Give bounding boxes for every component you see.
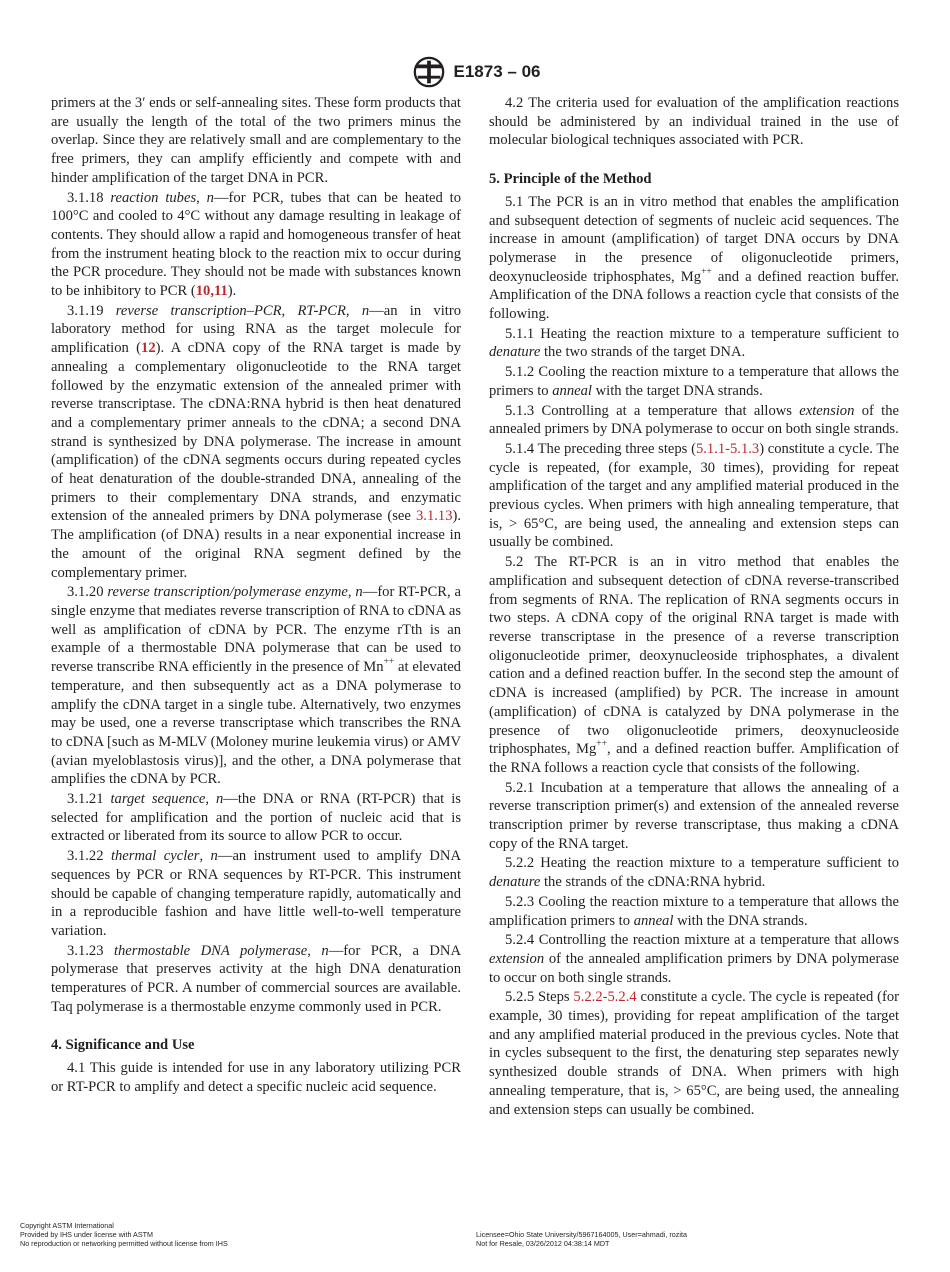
reference-link[interactable]: 10,11: [195, 283, 228, 300]
license-footer: Licensee=Ohio State University/5967164005, User=ahmadi, rozita Not for Resale, 03/26/2012 04:38:14 MDT: [476, 1230, 687, 1248]
definition-3-1-20: 3.1.20 reverse transcription/polymerase enzyme, n—for RT-PCR, a single enzyme that mediates reverse transcription of RNA to cDNA as well as amplification of cDNA by PCR. The enzyme rTth is an example of a thermostable DNA polymerase that can be used to reverse transcribe RNA efficiently in the presence of Mn++ at elevated temperature, and then subsequently act as a DNA polymerase to amplify the cDNA target in a single tube. Alternatively, two enzymes may be used, one a reverse transcriptase which transcribes the RNA to cDNA [such as M-MLV (Moloney murine leukemia virus) or AMV (avian myeloblastosis virus)], and the other, a DNA polymerase that amplifies the cDNA by PCR.: [51, 584, 462, 788]
paragraph-4-2: 4.2 The criteria used for evaluation of the amplification reactions should be administered by an individual trained in the use of molecular biological techniques associated with PCR.: [489, 95, 899, 149]
definition-3-1-18: 3.1.18 reaction tubes, n—for PCR, tubes that can be heated to 100°C and cooled to 4°C without any damage resulting in leakage of contents. They should allow a rapid and homogeneous transfer of heat from the instrument heating block to the reaction mix to occur during the PCR procedure. They should not be made with substances known to be inhibitory to PCR (10,11).: [51, 189, 461, 300]
definition-3-1-22: 3.1.22 thermal cycler, n—an instrument used to amplify DNA sequences by PCR or RNA sequences by RT-PCR. This instrument should be capable of changing temperature rapidly, automatically and in a reproducible fashion and have little well-to-well temperature variation.: [51, 848, 461, 939]
paragraph-5-2-5: 5.2.5 Steps 5.2.2-5.2.4 constitute a cycle. The cycle is repeated (for example, 30 times), providing for repeat amplification of the target and any amplified material produced in the previous cycles. Note that in cycles subsequent to the first, the denaturing step separates newly synthesized double strands of DNA. When primers with high annealing temperature, that is, > 65°C, are being used, the annealing and extension steps can usually be combined.: [489, 989, 899, 1118]
standard-designation: E1873 – 06: [453, 62, 541, 81]
paragraph-5-1-3: 5.1.3 Controlling at a temperature that allows extension of the annealed primers by DNA polymerase to occur on both single strands.: [489, 402, 899, 438]
paragraph-5-2: 5.2 The RT-PCR is an in vitro method that enables the amplification and subsequent detection of cDNA reverse-transcribed from segments of RNA. The replication of RNA segments occurs in two steps. A cDNA copy of the original RNA target is made with reverse transcriptase in the presence of a reverse transcription oligonucleotide primer, deoxynucleoside triphosphates, a divalent cation and a defined reaction buffer. In the second step the amount of cDNA is increased (amplified) by PCR. The increase in amount (amplification) of cDNA is catalyzed by DNA polymerase in the presence of two oligonucleotide primers, deoxynucleoside triphosphates, Mg++, and a defined reaction buffer. Amplification of the RNA follows a reaction cycle that consists of the following.: [489, 554, 899, 776]
continuation-paragraph: primers at the 3′ ends or self-annealing sites. These form products that are usually the length of the total of the two primers minus the overlap. Since they are relatively small and are complementary to the free primers, they can amplify efficiently and compete with and hinder amplification of the target DNA in PCR.: [51, 95, 461, 186]
paragraph-5-2-2: 5.2.2 Heating the reaction mixture to a temperature sufficient to denature the strands of the cDNA:RNA hybrid.: [489, 855, 899, 891]
paragraph-5-2-4: 5.2.4 Controlling the reaction mixture at a temperature that allows extension of the annealed amplification primers by DNA polymerase to occur on both single strands.: [489, 932, 899, 986]
definition-3-1-19: 3.1.19 reverse transcription–PCR, RT-PCR, n—an in vitro laboratory method for using RNA as the target molecule for amplification (12). A cDNA copy of the RNA target is made by annealing a complementary oligonucleotide to the RNA target followed by the enzymatic extension of the annealed primer with reverse transcriptase. The cDNA:RNA hybrid is then heat denatured and a complementary primer anneals to the cDNA; a second DNA strand is synthesized by DNA polymerase. The increase in amount (amplification) of the cDNA segments occurs during repeated cycles of heat denaturation of the double-stranded DNA, annealing of the primers to their complementary DNA strands, and enzymatic extension of the annealed primers by DNA polymerase (see 3.1.13). The amplification (of DNA) results in a near exponential increase in the amount of the original RNA segment defined by the complementary primer.: [51, 302, 461, 581]
section-link[interactable]: 5.2.2-5.2.4: [573, 989, 637, 1006]
definition-3-1-23: 3.1.23 thermostable DNA polymerase, n—for PCR, a DNA polymerase that preserves activity at the high DNA denaturation temperatures of PCR. A number of commercial sources are available. Taq polymerase is a thermostable enzyme commonly used in PCR.: [51, 942, 462, 1015]
astm-logo-icon: [410, 55, 448, 89]
section-heading: 4. Significance and Use: [51, 1037, 195, 1054]
section-link[interactable]: 3.1.13: [416, 508, 453, 525]
page-header: [0, 54, 950, 90]
paragraph-5-2-1: 5.2.1 Incubation at a temperature that allows the annealing of a reverse transcription primer(s) and extension of the annealed reverse transcription primer by reverse transcriptase, thus making a cDNA copy of the RNA target.: [489, 779, 899, 852]
paragraph-4-1: 4.1 This guide is intended for use in any laboratory utilizing PCR or RT-PCR to amplify and detect a specific nucleic acid sequence.: [51, 1060, 461, 1095]
paragraph-5-1-1: 5.1.1 Heating the reaction mixture to a temperature sufficient to denature the two strands of the target DNA.: [489, 325, 899, 361]
left-column: [51, 94, 461, 1097]
definition-3-1-21: 3.1.21 target sequence, n—the DNA or RNA (RT-PCR) that is selected for amplification and the portion of nucleic acid that is extracted or liberated from its source to allow PCR to occur.: [51, 791, 461, 845]
copyright-footer: Copyright ASTM International Provided by IHS under license with ASTM No reproduction or networking permitted without license from IHS: [20, 1221, 228, 1248]
reference-link[interactable]: 12: [141, 340, 156, 357]
paragraph-5-1: 5.1 The PCR is an in vitro method that enables the amplification and subsequent detection of segments of nucleic acid sequences. The increase in amount (amplification) of target DNA occurs by DNA polymerase in the presence of oligonucleotide primers, deoxynucleoside triphosphates, Mg++ and a defined reaction buffer. Amplification of the DNA follows a reaction cycle that consists of the following.: [489, 193, 899, 323]
paragraph-5-2-3: 5.2.3 Cooling the reaction mixture to a temperature that allows the amplification primers to anneal with the DNA strands.: [489, 893, 899, 929]
section-heading: 5. Principle of the Method: [489, 171, 652, 188]
paragraph-5-1-2: 5.1.2 Cooling the reaction mixture to a temperature that allows the primers to anneal with the target DNA strands.: [489, 364, 899, 399]
section-link[interactable]: 5.1.1-5.1.3: [695, 440, 760, 457]
right-column: [489, 94, 899, 1119]
paragraph-5-1-4: 5.1.4 The preceding three steps (5.1.1-5.1.3) constitute a cycle. The cycle is repeated, (for example, 30 times), providing for repeat amplification of the target and any amplified material produced in the previous cycles. When primers with high annealing temperature, that is, > 65°C, are being used, the annealing and extension steps can usually be combined.: [489, 440, 900, 551]
